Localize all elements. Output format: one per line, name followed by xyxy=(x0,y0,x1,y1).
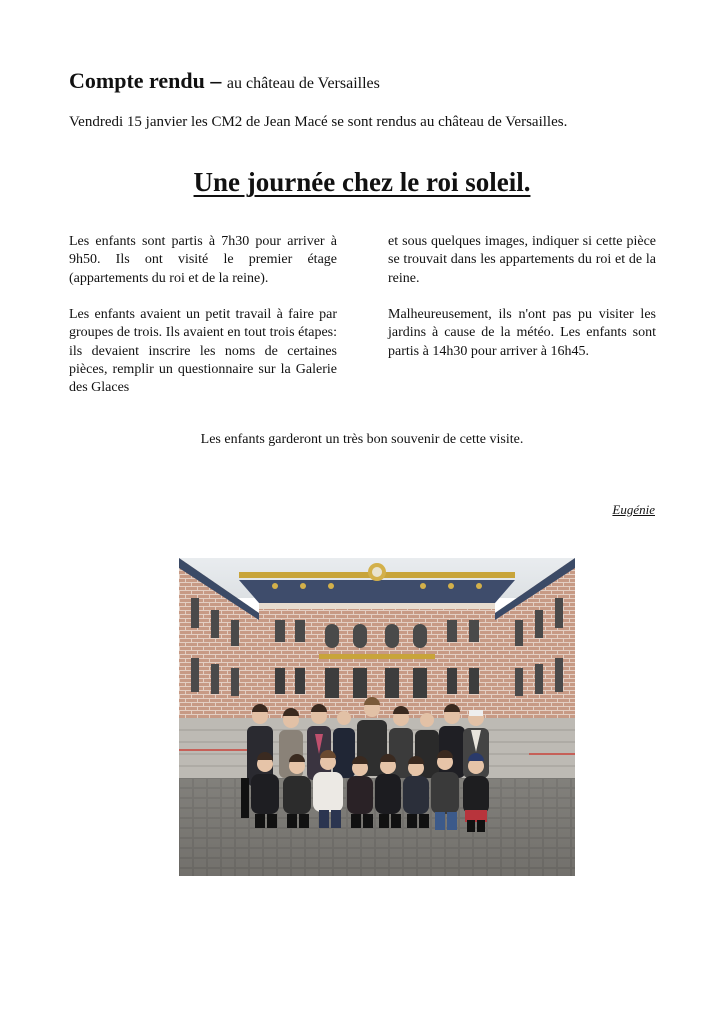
right-column xyxy=(388,233,656,379)
group-photo xyxy=(179,558,575,876)
main-title: Une journée chez le roi soleil. xyxy=(193,167,531,197)
heading-title: Compte rendu xyxy=(69,68,205,93)
document-heading xyxy=(69,68,380,94)
right-paragraph-1: et sous quelques images, indiquer si cette pièce se trouvait dans les appartements du roi et de la reine. xyxy=(388,234,656,286)
left-column xyxy=(69,233,337,416)
heading-subtitle: au château de Versailles xyxy=(226,75,380,92)
right-paragraph-2: Malheureusement, ils n'ont pas pu visiter les jardins à cause de la météo. Les enfants sont partis à 14h30 pour arriver à 16h45. xyxy=(388,307,656,359)
photo-illustration xyxy=(179,558,575,876)
heading-dash: – xyxy=(204,68,227,93)
author-signature: Eugénie xyxy=(612,502,655,517)
left-paragraph-1: Les enfants sont partis à 7h30 pour arriver à 9h50. Ils ont visité le premier étage (appartements du roi et de la reine). xyxy=(69,234,337,286)
closing-sentence: Les enfants garderont un très bon souvenir de cette visite. xyxy=(200,432,524,447)
intro-sentence: Vendredi 15 janvier les CM2 de Jean Macé se sont rendus au château de Versailles. xyxy=(69,114,568,130)
left-paragraph-2: Les enfants avaient un petit travail à faire par groupes de trois. Ils avaient en tout trois étapes: ils devaient inscrire les noms de certaines pièces, remplir un questionnaire sur la Galerie des Glaces xyxy=(69,307,337,396)
